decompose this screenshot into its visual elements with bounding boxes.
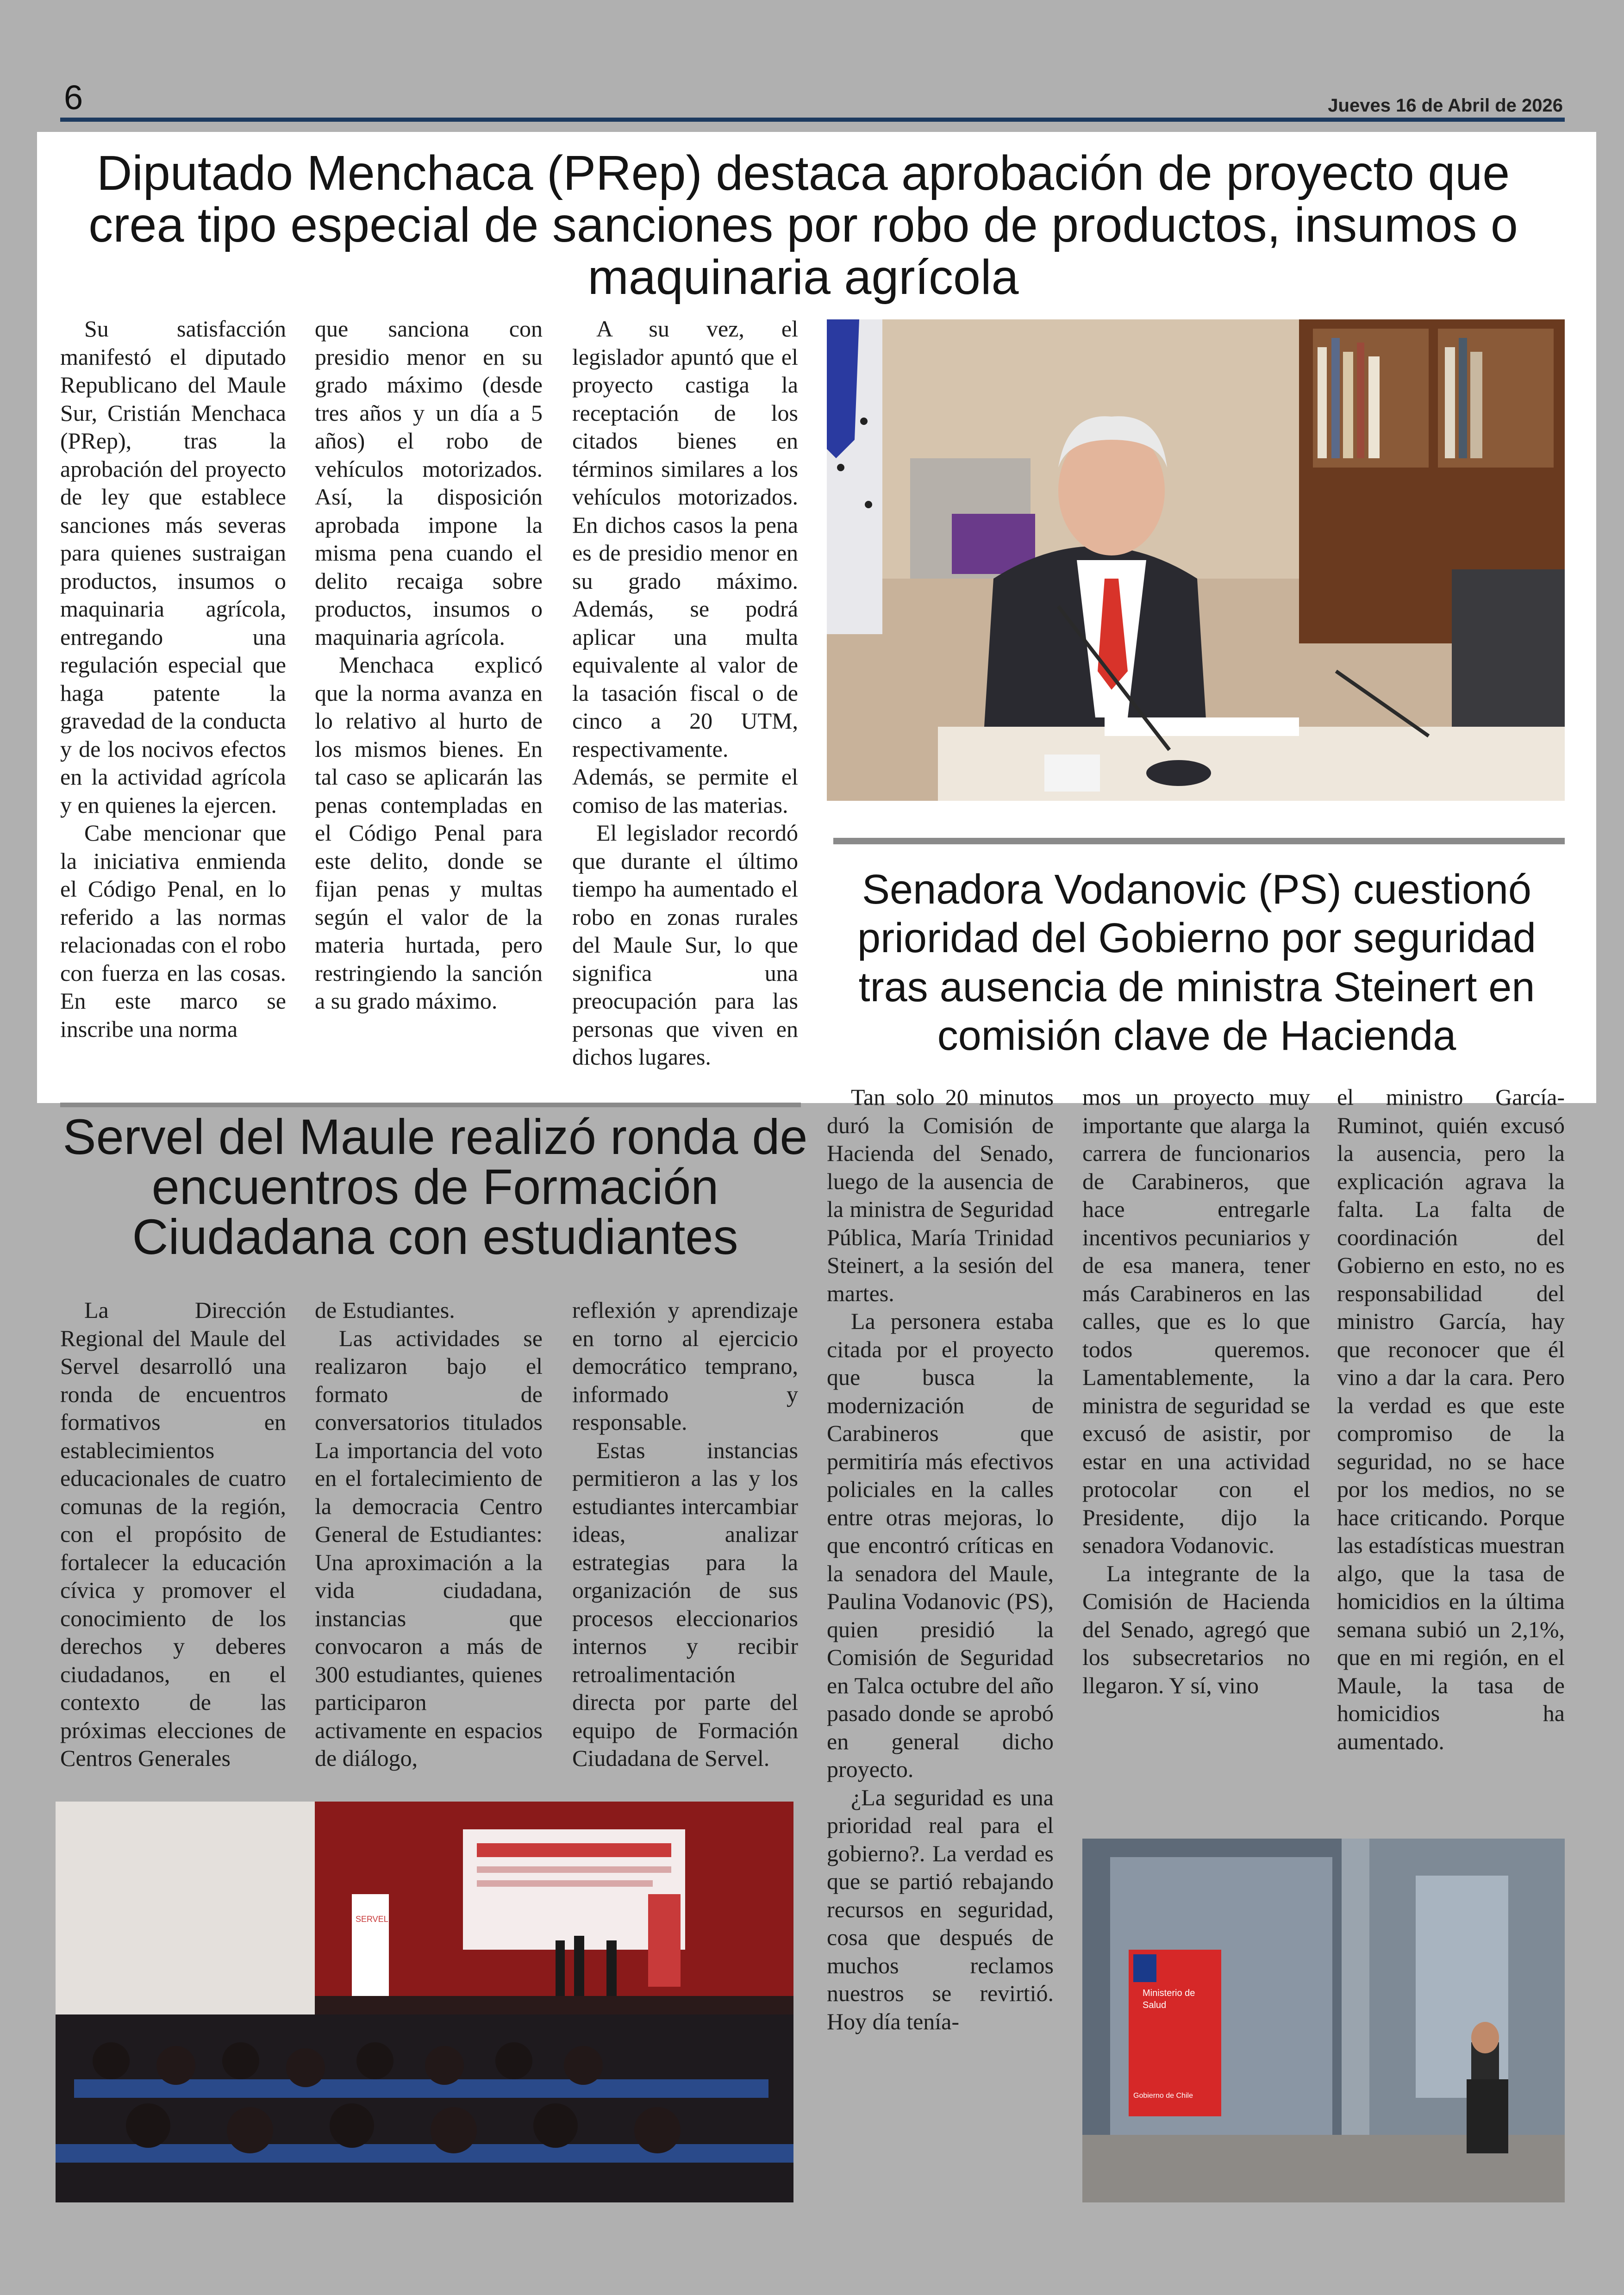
photo-deputy-menchaca: [827, 319, 1565, 801]
article3-column-1: [60, 1296, 286, 1777]
paragraph: Tan solo 20 minutos duró la Comisión de Hacienda del Senado, luego de la ausencia de la ministra de Seguridad Pública, María Trinidad Steinert, a la sesión del martes.: [827, 1084, 1054, 1306]
paragraph: ¿La seguridad es una prioridad real para el gobierno?. La verdad es que se partió rebajando recursos en seguridad, cosa que después de muchos reclamos nuestros se revirtió. Hoy día tenía-: [827, 1784, 1054, 2034]
paragraph: reflexión y aprendizaje en torno al ejercicio democrático temprano, informado y responsable.: [572, 1297, 798, 1435]
paragraph: El legislador recordó que durante el último tiempo ha aumentado el robo en zonas rurales del Maule Sur, lo que significa una preocupación para las personas que viven en dichos lugares.: [572, 820, 798, 1070]
article3-column-2: [315, 1296, 543, 1777]
header-rule: [60, 118, 1565, 122]
article2-column-2: [1082, 1083, 1310, 1833]
paragraph: de Estudiantes.: [315, 1297, 455, 1323]
headline-menchaca: Diputado Menchaca (PRep) destaca aprobación de proyecto que crea tipo especial de sanciones por robo de productos, insumos o maquinaria agrícola: [88, 146, 1518, 305]
paragraph: La Dirección Regional del Maule del Servel desarrolló una ronda de encuentros formativos en establecimientos educacionales de cuatro comunas de la región, con el propósito de fortalecer la educación cívica y promover el conocimiento de los derechos y deberes ciudadanos, en el contexto de las próximas elecciones de Centros Generales: [60, 1297, 286, 1771]
page-number: 6: [64, 78, 83, 117]
article1-column-1: [60, 315, 286, 1090]
article1-column-2: [315, 315, 543, 1090]
headline-vodanovic: Senadora Vodanovic (PS) cuestionó prioridad del Gobierno por seguridad tras ausencia de ministra Steinert en comisión clave de Hacienda: [857, 867, 1536, 1059]
sign-text-line2: Salud: [1143, 2000, 1167, 2010]
servel-banner-text: SERVEL: [356, 1915, 388, 1924]
article3-column-3: [572, 1296, 798, 1777]
article2-separator: [833, 838, 1565, 844]
paragraph: A su vez, el legislador apuntó que el proyecto castiga la receptación de los citados bienes en términos similares a los vehículos motorizados. En dichos casos la pena es de presidio menor en su grado máximo. Además, se podrá aplicar una multa equivalente al valor de la tasación fiscal o de cinco a 20 UTM, respectivamente. Además, se permite el comiso de las materias.: [572, 316, 798, 818]
paragraph: mos un proyecto muy importante que alarga la carrera de funcionarios de Carabineros, que hace entregarle incentivos pecuniarios y de esa manera, tener más Carabineros en las calles, que es lo que todos queremos. Lamentablemente, la ministra de seguridad se excusó de asistir, por estar en una actividad protocolar con el Presidente, dijo la senadora Vodanovic.: [1082, 1084, 1310, 1558]
photo-servel-auditorium: [56, 1802, 793, 2202]
paragraph: Su satisfacción manifestó el diputado Republicano del Maule Sur, Cristián Menchaca (PRep), tras la aprobación del proyecto de ley que establece sanciones más severas para quienes sustraigan productos, insumos o maquinaria agrícola, entregando una regulación especial que haga patente la gravedad de la conducta y de los nocivos efectos en la actividad agrícola y en quienes la ejercen.: [60, 316, 286, 818]
paragraph: que sanciona con presidio menor en su grado máximo (desde tres años y un día a 5 años) el robo de vehículos motorizados. Así, la disposición aprobada impone la misma pena cuando el delito recaiga sobre productos, insumos o maquinaria agrícola.: [315, 316, 543, 650]
sign-text-line3: Gobierno de Chile: [1133, 2092, 1193, 2100]
paragraph: Menchaca explicó que la norma avanza en lo relativo al hurto de los mismos bienes. En tal caso se aplicarán las penas contempladas en el Código Penal para este delito, donde se fijan penas y multas según el valor de la materia hurtada, pero restringiendo la sanción a su grado máximo.: [315, 652, 543, 1014]
paragraph: el ministro García-Ruminot, quién excusó la ausencia, pero la explicación agrava la falta. La falta de coordinación del Gobierno en esto, no es responsabilidad del ministro García, hay que reconocer que él vino a dar la cara. Pero la verdad es que este compromiso de la seguridad, no se hace por los medios, no se hace criticando. Porque las estadísticas muestran algo, que la tasa de homicidios en la última semana subió un 2,1%, que en mi región, en el Maule, la tasa de homicidios ha aumentado.: [1337, 1084, 1565, 1754]
sign-text-line1: Ministerio de: [1143, 1988, 1195, 1998]
headline-servel: Servel del Maule realizó ronda de encuentros de Formación Ciudadana con estudiantes: [62, 1109, 808, 1265]
paragraph: La integrante de la Comisión de Hacienda del Senado, agregó que los subsecretarios no llegaron. Y sí, vino: [1082, 1560, 1310, 1698]
page-date: Jueves 16 de Abril de 2026: [1328, 95, 1563, 116]
article3-separator: [60, 1103, 801, 1107]
article1-column-3: [572, 315, 798, 1090]
paragraph: Cabe mencionar que la iniciativa enmienda el Código Penal, en lo referido a las normas relacionadas con el robo con fuerza en las cosas. En este marco se inscribe una norma: [60, 820, 286, 1042]
photo-ministry-building: [1082, 1839, 1565, 2202]
article2-column-3: [1337, 1083, 1565, 1833]
paragraph: Estas instancias permitieron a las y los estudiantes intercambiar ideas, analizar estrategias para la organización de sus procesos eleccionarios internos y recibir retroalimentación directa por parte del equipo de Formación Ciudadana de Servel.: [572, 1437, 798, 1771]
article2-column-1: [827, 1083, 1054, 2213]
paragraph: La personera estaba citada por el proyecto que busca la modernización de Carabineros que permitiría más efectivos policiales en la calles entre otras mejoras, lo que encontró críticas en la senadora del Maule, Paulina Vodanovic (PS), quien presidió la Comisión de Seguridad en Talca octubre del año pasado donde se aprobó en general dicho proyecto.: [827, 1308, 1054, 1782]
paragraph: Las actividades se realizaron bajo el formato de conversatorios titulados La importancia del voto en el fortalecimiento de la democracia Centro General de Estudiantes: Una aproximación a la vida ciudadana, instancias que convocaron a más de 300 estudiantes, quienes participaron activamente en espacios de diálogo,: [315, 1325, 543, 1771]
